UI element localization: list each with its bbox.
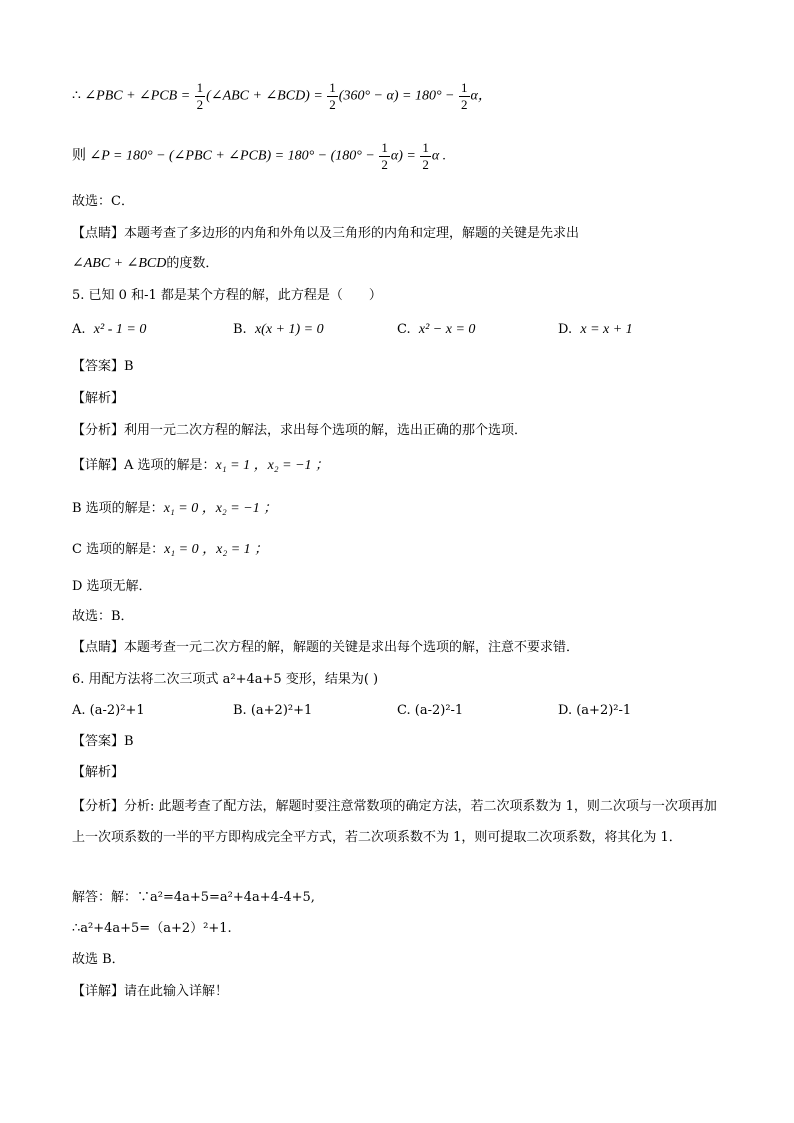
q5-option-d: D. x = x + 1	[558, 322, 633, 337]
q6-fenxi: 【分析】分析: 此题考查了配方法，解题时要注意常数项的确定方法，若二次项系数为 1，则二次项与一次项再加上一次项系数的一半的平方即构成完全平方式，若二次项系数不为 1，则可提取二次项系数，将其化为 1．	[72, 799, 717, 845]
fraction-half: $\frac{1}{2}$	[461, 80, 468, 112]
q6-stem: 6. 用配方法将二次三项式 a²+4a+5 变形，结果为( )	[72, 672, 379, 687]
q5-option-c: C. x² − x = 0	[397, 322, 476, 337]
q6-option-c: C. (a-2)²-1	[397, 703, 464, 718]
q5-analysis-tag: 【解析】	[72, 391, 125, 406]
q6-solve-1: 解答：解：∵a²=4a+5=a²+4a+4-4+5,	[72, 890, 315, 905]
q6-choose: 故选 B．	[72, 952, 125, 967]
fraction-half: $\frac{1}{2}$	[422, 140, 429, 172]
q5-detail-d: D 选项无解．	[72, 579, 152, 594]
q6-answer: 【答案】B	[72, 734, 134, 749]
q6-option-d: D. (a+2)²-1	[558, 703, 632, 718]
fraction-half: $\frac{1}{2}$	[329, 80, 336, 112]
q6-solve-2: ∴a²+4a+5=（a+2）²+1.	[72, 921, 232, 936]
equation-2: 则 ∠P = 180° − (∠PBC + ∠PCB) = 180° − (180° − $\frac{1}{2}$ α) = $\frac{1}{2}$ α .	[72, 140, 447, 172]
q6-option-b: B. (a+2)²+1	[233, 703, 313, 718]
q4-comment-line2: ∠ABC + ∠BCD的度数．	[72, 256, 219, 271]
fraction-half: $\frac{1}{2}$	[381, 140, 388, 172]
q6-option-a: A. (a-2)²+1	[72, 703, 145, 718]
q6-analysis-tag: 【解析】	[72, 765, 125, 780]
q5-comment: 【点睛】本题考查一元二次方程的解，解题的关键是求出每个选项的解，注意不要求错．	[72, 640, 580, 655]
q5-option-b: B. x(x + 1) = 0	[233, 322, 324, 337]
q4-choose: 故选：C．	[72, 194, 134, 209]
q5-choose: 故选：B．	[72, 609, 134, 624]
q5-option-a: A. x² - 1 = 0	[72, 322, 147, 337]
fraction-half: $\frac{1}{2}$	[196, 80, 204, 112]
q4-comment: 【点睛】本题考查了多边形的内角和外角以及三角形的内角和定理，解题的关键是先求出	[72, 226, 580, 241]
q6-detail: 【详解】请在此输入详解！	[72, 984, 229, 999]
q5-detail-b: B 选项的解是：x₁ = 0 ，x₂ = −1 ；	[72, 501, 278, 516]
q5-detail-c: C 选项的解是：x₁ = 0 ，x₂ = 1 ；	[72, 542, 269, 557]
q5-stem: 5. 已知 0 和-1 都是某个方程的解，此方程是（ ）	[72, 288, 382, 303]
equation-1: ∴ ∠PBC + ∠PCB = $\frac{1}{2}$ (∠ABC + ∠BCD) = $\frac{1}{2}$ (360° − α) = 180° − $\frac{1}{2}$ α，	[72, 80, 492, 112]
q5-detail-a: 【详解】A 选项的解是：x₁ = 1 ，x₂ = −1 ；	[72, 458, 330, 473]
therefore-symbol: ∴	[72, 88, 81, 104]
q5-fenxi: 【分析】利用一元二次方程的解法，求出每个选项的解，选出正确的那个选项．	[72, 423, 528, 438]
q5-answer: 【答案】B	[72, 359, 134, 374]
